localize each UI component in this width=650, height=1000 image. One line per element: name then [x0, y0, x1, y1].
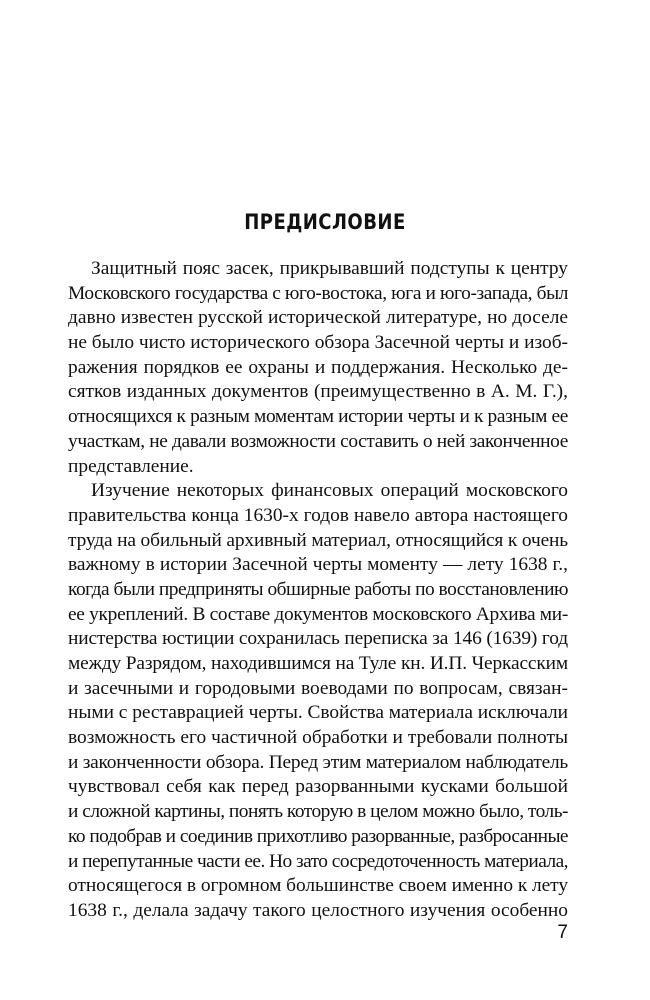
text-line: давно известен русской исторической литературе, но доселе [68, 307, 568, 329]
text-line: и засечными и городовыми воеводами по вопросам, связан- [68, 677, 568, 699]
text-line: ражения порядков ее охраны и поддержания. Несколько де- [68, 356, 568, 378]
page-number: 7 [557, 922, 568, 943]
text-line: ко подобрав и соединив прихотливо разорванные, разбросанные [68, 825, 568, 847]
text-line: сятков изданных документов (преимущественно в А. М. Г.), [68, 381, 568, 403]
text-line: и перепутанные части ее. Но зато сосредоточенность материала, [68, 850, 568, 872]
text-line: ее укреплений. В составе документов московского Архива ми- [68, 603, 568, 625]
text-line: представление. [68, 455, 194, 477]
body-text [68, 257, 568, 924]
text-line: Изучение некоторых финансовых операций московского [91, 480, 568, 502]
text-line: и законченности обзора. Перед этим материалом наблюдатель [68, 751, 568, 773]
text-line: когда были предприняты обширные работы по восстановлению [68, 578, 568, 600]
text-line: возможность его частичной обработки и требовали полноты [68, 727, 568, 749]
text-line: 1638 г., делала задачу такого целостного изучения особенно [68, 899, 568, 921]
text-line: ными с реставрацией черты. Свойства материала исключали [68, 702, 568, 724]
text-line: участкам, не давали возможности составить о ней законченное [68, 430, 568, 452]
text-line: важному в истории Засечной черты моменту — лету 1638 г., [68, 554, 568, 576]
text-line: относящегося в огромном большинстве своем именно к лету [68, 875, 568, 897]
text-line: не было чисто исторического обзора Засечной черты и изоб- [68, 332, 568, 354]
text-line: труда на обильный архивный материал, относящийся к очень [68, 529, 568, 551]
text-line: и сложной картины, понять которую в целом можно было, толь- [68, 801, 568, 823]
text-line: чувствовал себя как перед разорванными кусками большой [68, 776, 568, 798]
page-title: ПРЕДИСЛОВИЕ [244, 210, 406, 234]
text-line: относящихся к разным моментам истории черты и к разным ее [68, 406, 568, 428]
text-line: Московского государства с юго-востока, юга и юго-запада, был [68, 282, 568, 304]
text-line: нистерства юстиции сохранилась переписка за 146 (1639) год [68, 628, 568, 650]
text-line: правительства конца 1630-х годов навело автора настоящего [68, 504, 568, 526]
text-line: между Разрядом, находившимся на Туле кн. И.П. Черкасским [68, 653, 568, 674]
text-line: Защитный пояс засек, прикрывавший подступы к центру [91, 258, 568, 279]
paragraph [68, 257, 568, 479]
paragraph [68, 479, 568, 923]
